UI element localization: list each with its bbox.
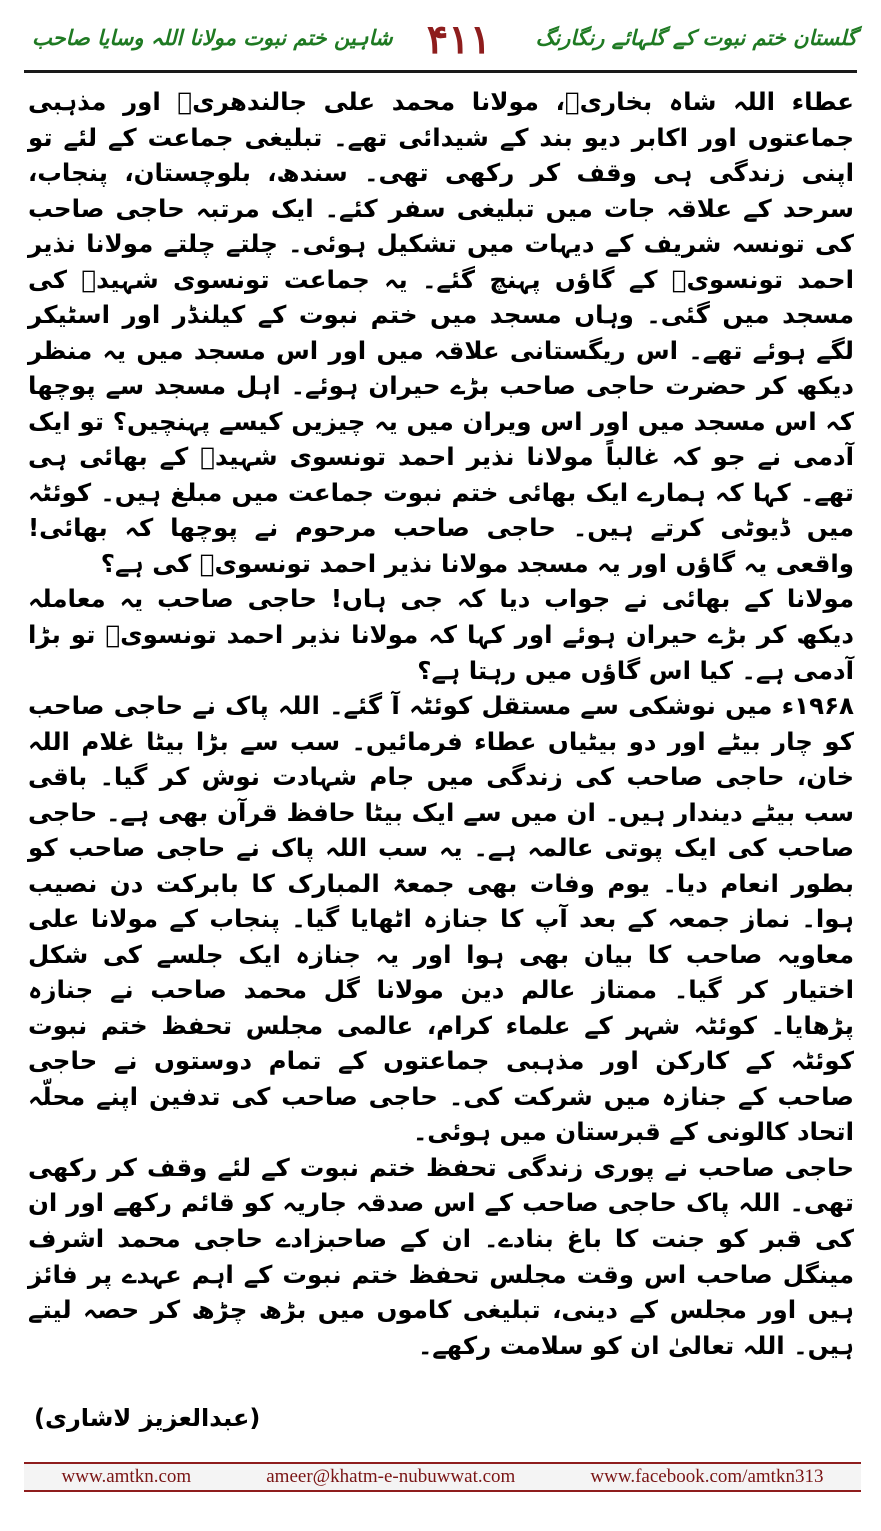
author-signature: (عبدالعزیز لاشاری) bbox=[34, 1404, 261, 1432]
page-number: ۴۱۱ bbox=[426, 16, 492, 63]
page-footer bbox=[24, 1462, 861, 1492]
page-header bbox=[24, 14, 857, 66]
header-divider bbox=[24, 70, 857, 73]
footer-website-link[interactable]: www.amtkn.com bbox=[61, 1466, 192, 1487]
paragraph: ۱۹۶۸ء میں نوشکی سے مستقل کوئٹہ آ گئے۔ اللہ پاک نے حاجی صاحب کو چار بیٹے اور دو بیٹیاں عطاء فرمائیں۔ سب سے بڑا بیٹا غلام اللہ خان، حاجی صاحب کی زندگی میں جام شہادت نوش کر گیا۔ باقی سب بیٹے دیندار ہیں۔ ان میں سے ایک بیٹا حافظ قرآن بھی ہے۔ حاجی صاحب کی ایک پوتی عالمہ ہے۔ یہ سب اللہ پاک نے حاجی صاحب کو بطور انعام دیا۔ یوم وفات بھی جمعۃ المبارک کا بابرکت دن نصیب ہوا۔ نماز جمعہ کے بعد آپ کا جنازہ اٹھایا گیا۔ پنجاب کے مولانا علی معاویہ صاحب کا بیان بھی ہوا اور یہ جنازہ ایک جلسے کی شکل اختیار کر گیا۔ ممتاز عالم دین مولانا گل محمد صاحب نے جنازہ پڑھایا۔ کوئٹہ شہر کے علماء کرام، عالمی مجلس تحفظ ختم نبوت کوئٹہ کے کارکن اور مذہبی جماعتوں کے تمام دوستوں نے حاجی صاحب کے جنازہ میں شرکت کی۔ حاجی صاحب کی تدفین اپنے محلّہ اتحاد کالونی کے قبرستان میں ہوئی۔ bbox=[28, 691, 854, 1147]
article-body bbox=[28, 84, 854, 1363]
paragraph: حاجی صاحب نے پوری زندگی تحفظ ختم نبوت کے لئے وقف کر رکھی تھی۔ اللہ پاک حاجی صاحب کے اس صدقہ جاریہ کو قائم رکھے اور ان کی قبر کو جنت کا باغ بنادے۔ ان کے صاحبزادے حاجی محمد اشرف مینگل صاحب اس وقت مجلس تحفظ ختم نبوت کے اہم عہدے پر فائز ہیں اور مجلس کے دینی، تبلیغی کاموں میں بڑھ چڑھ کر حصہ لیتے ہیں۔ اللہ تعالیٰ ان کو سلامت رکھے۔ bbox=[28, 1152, 854, 1360]
running-title-left: شاہین ختم نبوت مولانا اللہ وسایا صاحب bbox=[32, 26, 393, 50]
footer-facebook-link[interactable]: www.facebook.com/amtkn313 bbox=[590, 1466, 824, 1487]
footer-email-link[interactable]: ameer@khatm-e-nubuwwat.com bbox=[266, 1466, 516, 1487]
running-title-right: گلستان ختم نبوت کے گلہائے رنگارنگ bbox=[535, 26, 857, 50]
paragraph: عطاء اللہ شاہ بخاریؒ، مولانا محمد علی جالندھریؒ اور مذہبی جماعتوں اور اکابر دیو بند کے شیدائی تھے۔ تبلیغی جماعت کے لئے تو اپنی زندگی ہی وقف کر رکھی تھی۔ سندھ، بلوچستان، پنجاب، سرحد کے علاقہ جات میں تبلیغی سفر کئے۔ ایک مرتبہ حاجی صاحب کی تونسہ شریف کے دیہات میں تشکیل ہوئی۔ چلتے چلتے مولانا نذیر احمد تونسویؒ کے گاؤں پہنچ گئے۔ یہ جماعت تونسوی شہیدؒ کی مسجد میں گئی۔ وہاں مسجد میں ختم نبوت کے کیلنڈر اور اسٹیکر لگے ہوئے تھے۔ اس ریگستانی علاقہ میں اور اس مسجد میں یہ منظر دیکھ کر حضرت حاجی صاحب بڑے حیران ہوئے۔ اہل مسجد سے پوچھا کہ اس مسجد میں اور اس ویران میں یہ چیزیں کیسے پہنچیں؟ تو ایک آدمی نے جو کہ غالباً مولانا نذیر احمد تونسوی شہیدؒ کے بھائی ہی تھے۔ کہا کہ ہمارے ایک بھائی ختم نبوت جماعت میں مبلغ ہیں۔ کوئٹہ میں ڈیوٹی کرتے ہیں۔ حاجی صاحب مرحوم نے پوچھا کہ بھائی! واقعی یہ گاؤں اور یہ مسجد مولانا نذیر احمد تونسویؒ کی ہے؟ bbox=[28, 87, 854, 578]
paragraph: مولانا کے بھائی نے جواب دیا کہ جی ہاں! حاجی صاحب یہ معاملہ دیکھ کر بڑے حیران ہوئے اور کہا کہ مولانا نذیر احمد تونسویؒ تو بڑا آدمی ہے۔ کیا اس گاؤں میں رہتا ہے؟ bbox=[28, 584, 854, 685]
